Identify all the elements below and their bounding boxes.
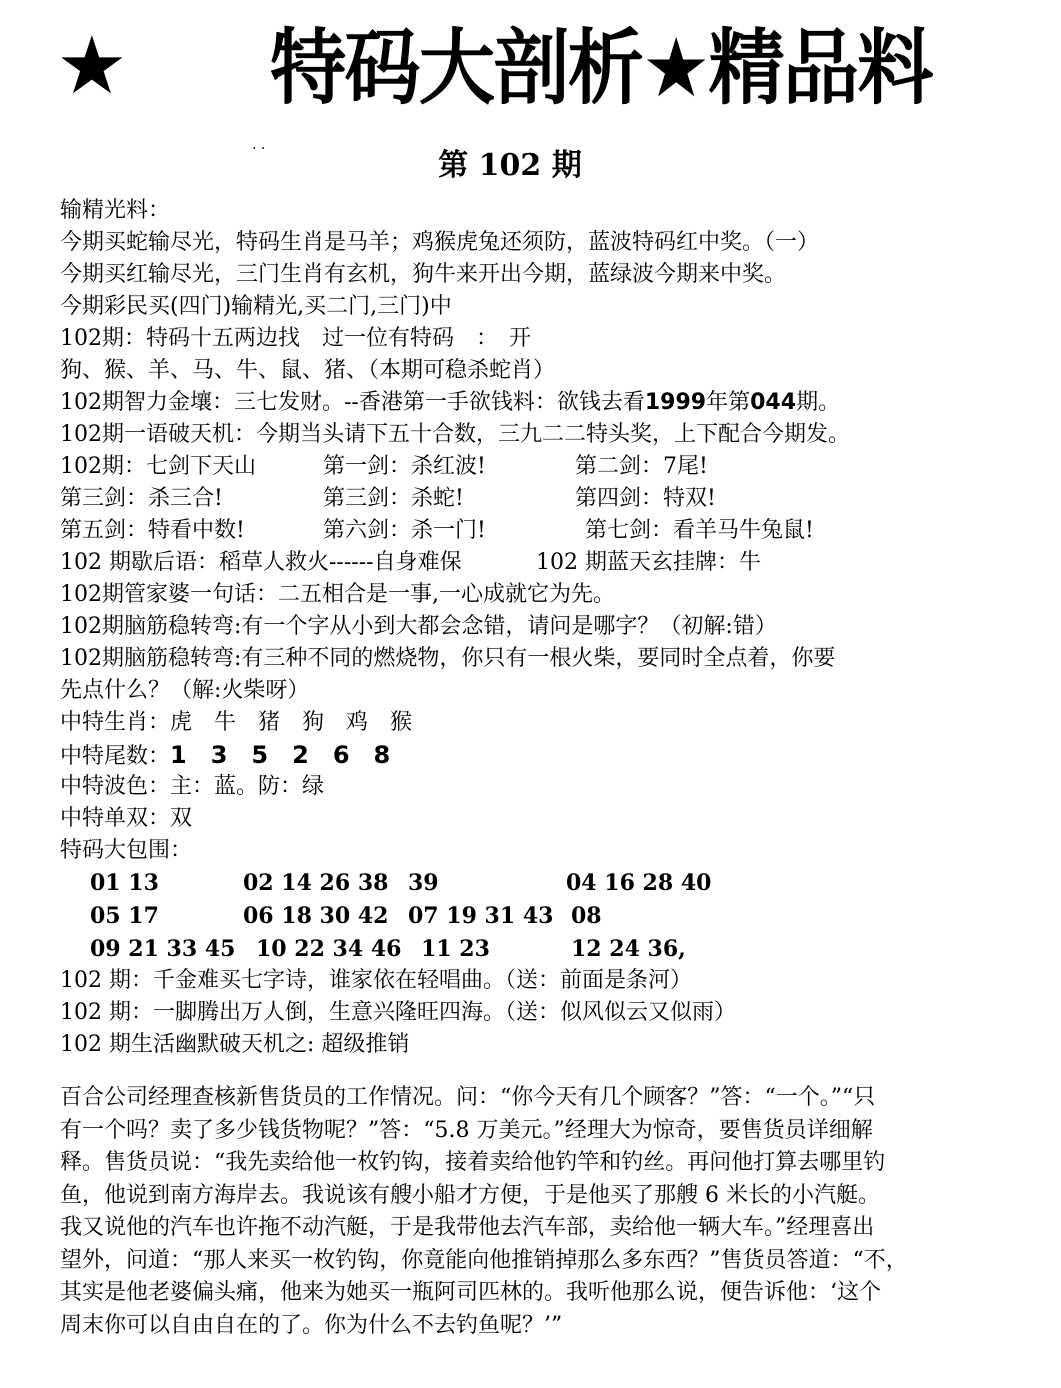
sword-line	[60, 483, 1020, 515]
sword-item: 第三剑：杀蛇!	[323, 486, 464, 511]
text-segment: 期。	[796, 390, 841, 415]
grid-cell: 01 13	[90, 870, 159, 896]
story-line: 望外，问道：“那人来买一枚钓钩，你竟能向他推销掉那么多东西？”售货员答道：“不，	[60, 1247, 908, 1273]
story-line: 其实是他老婆偏头痛，他来为她买一瓶阿司匹林的。我听他那么说，便告诉他：‘这个	[60, 1280, 881, 1305]
story-line: 百合公司经理查核新售货员的工作情况。问：“你今天有几个顾客？”答：“一个。”“只	[60, 1085, 876, 1110]
sword-line	[60, 451, 1020, 483]
text-line	[60, 547, 1020, 579]
text-line: 今期买红输尽光，三门生肖有玄机，狗牛来开出今期，蓝绿波今期来中奖。	[60, 262, 787, 287]
grid-cell: 08	[571, 903, 602, 929]
text-line: 102期：特码十五两边找 过一位有特码 ： 开	[60, 326, 531, 351]
text-line: 今期买蛇输尽光，特码生肖是马羊；鸡猴虎兔还须防，蓝波特码红中奖。（一）	[60, 230, 820, 255]
story-line: 我又说他的汽车也许拖不动汽艇，于是我带他去汽车部，卖给他一辆大车。”经理喜出	[60, 1215, 875, 1240]
grid-cell: 12 24 36,	[571, 936, 686, 962]
text-line: 102期脑筋稳转弯:有三种不同的燃烧物，你只有一根火柴，要同时全点着，你要	[60, 646, 836, 671]
story-line: 鱼，他说到南方海岸去。我说该有艘小船才方便，于是他买了那艘 6 米长的小汽艇。	[60, 1182, 880, 1208]
tail-number: 1	[170, 741, 189, 769]
grid-cell: 04 16 28 40	[566, 870, 712, 896]
zodiac-line: 中特生肖：虎 牛 猪 狗 鸡 猴	[60, 710, 413, 735]
story-line: 有一个吗？卖了多少钱货物呢？”答：“5.8 万美元。”经理大为惊奇，要售货员详细解	[60, 1117, 873, 1143]
tail-label: 中特尾数：	[60, 744, 171, 769]
grid-cell: 10 22 34 46	[256, 936, 402, 962]
text-line: 狗、猴、羊、马、牛、鼠、猪、（本期可稳杀蛇肖）	[60, 358, 556, 383]
sword-item: 第五剑：特看中数!	[60, 518, 245, 543]
text-segment: 年第	[706, 390, 751, 415]
text-line: 102期脑筋稳转弯:有一个字从小到大都会念错，请问是哪字？（初解:错）	[60, 614, 777, 639]
tail-number: 8	[373, 741, 393, 769]
header	[0, 18, 1061, 153]
grid-cell: 39	[408, 870, 439, 896]
grid-cell: 05 17	[90, 903, 159, 929]
tail-number: 5	[251, 741, 271, 769]
text-segment: 102期智力金壤：三七发财。--香港第一手欲钱料：欲钱去看	[60, 390, 645, 415]
text-line: 102 期：一脚腾出万人倒，生意兴隆旺四海。（送：似风似云又似雨）	[60, 1000, 736, 1025]
year-number: 1999	[644, 390, 707, 415]
tail-number: 6	[332, 741, 352, 769]
story-paragraph	[60, 1082, 1010, 1342]
issue-number: 第 102 期	[438, 148, 582, 183]
star-icon: ★	[56, 19, 128, 112]
sword-item: 102期：七剑下天山	[60, 454, 256, 479]
period-number: 044	[750, 390, 797, 415]
grid-cell: 07 19 31 43	[408, 903, 554, 929]
story-line: 周末你可以自由自在的了。你为什么不去钓鱼呢？’”	[60, 1312, 563, 1338]
text-line	[60, 387, 1020, 419]
sword-item: 第三剑：杀三合!	[60, 486, 223, 511]
grid-cell: 06 18 30 42	[243, 903, 389, 929]
stray-dots: . .	[252, 137, 266, 153]
story-line: 释。售货员说：“我先卖给他一枚钓钩，接着卖给他钓竿和钓丝。再问他打算去哪里钓	[60, 1150, 886, 1175]
text-line: 102期一语破天机：今期当头请下五十合数，三九二二特头奖，上下配合今期发。	[60, 422, 850, 447]
section-label: 输精光料：	[60, 198, 171, 223]
text-line: 特码大包围：	[60, 838, 193, 863]
text-line: 中特波色：主：蓝。防：绿	[60, 774, 325, 799]
headline-title: 特码大剖析★精品料	[270, 21, 932, 116]
number-grid	[60, 867, 1020, 965]
sword-item: 第一剑：杀红波!	[323, 454, 486, 479]
sword-line	[60, 515, 1020, 547]
grid-cell: 09 21 33 45	[90, 936, 236, 962]
text-segment: 102 期歇后语：稻草人救火------自身难保	[60, 550, 462, 575]
text-line: 中特单双：双	[60, 806, 193, 831]
grid-cell: 02 14 26 38	[243, 870, 389, 896]
text-line: 先点什么？（解:火柴呀）	[60, 678, 310, 703]
grid-cell: 11 23	[421, 936, 490, 962]
sword-item: 第四剑：特双!	[575, 486, 716, 511]
text-segment: 102 期蓝天玄挂牌：牛	[536, 550, 761, 575]
text-line: 102 期生活幽默破天机之: 超级推销	[60, 1032, 410, 1057]
tail-numbers-line	[60, 739, 1020, 771]
sword-item: 第七剑：看羊马牛兔鼠!	[585, 518, 814, 543]
sword-item: 第二剑：7尾!	[575, 454, 708, 479]
tail-number: 3	[210, 741, 230, 769]
text-line: 今期彩民买(四门)输精光,买二门,三门)中	[60, 294, 452, 319]
tail-numbers	[170, 741, 414, 769]
tail-number: 2	[292, 741, 311, 769]
text-line: 102期管家婆一句话：二五相合是一事,一心成就它为先。	[60, 582, 615, 607]
sword-item: 第六剑：杀一门!	[323, 518, 486, 543]
text-line: 102 期：千金难买七字诗，谁家依在轻唱曲。（送：前面是条河）	[60, 968, 692, 993]
content-body	[60, 195, 1020, 1061]
